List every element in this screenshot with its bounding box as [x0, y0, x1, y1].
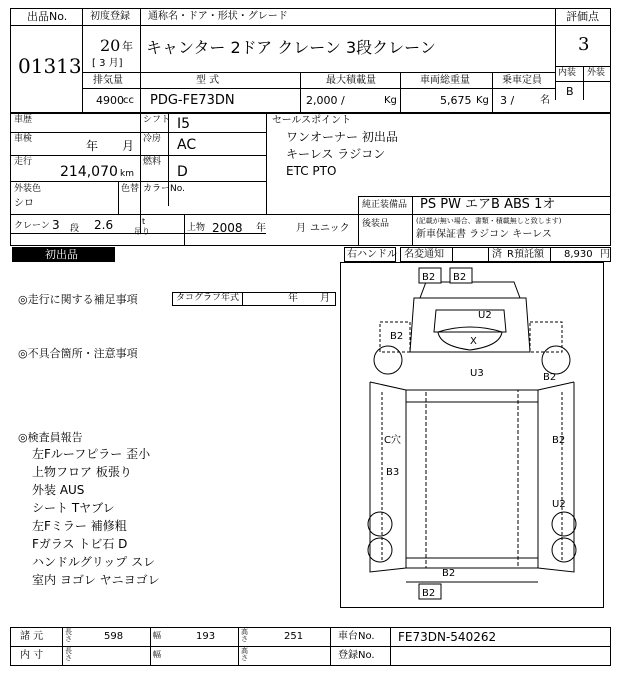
- length-value: 598: [104, 631, 124, 642]
- max-load-label: 最大積載量: [326, 75, 376, 86]
- gross-weight-value: 5,675: [440, 94, 472, 107]
- mileage-value: 214,070: [60, 164, 118, 180]
- capacity-label: 乗車定員: [502, 75, 542, 86]
- chassis-value: FE73DN-540262: [398, 630, 497, 644]
- recycle-label: R預託額: [507, 249, 544, 260]
- crane-installed-label: 上物: [187, 223, 206, 233]
- interior-grade: B: [566, 85, 574, 98]
- inspection-year-unit: 年: [86, 139, 99, 153]
- inner-dims-label: 内 寸: [20, 650, 44, 661]
- inspector-item: 上物フロア 板張り: [32, 465, 132, 479]
- vehicle-name-label: 通称名・ドア・形状・グレード: [148, 11, 288, 22]
- width-value: 193: [196, 631, 216, 642]
- crane-month-unit: 月: [296, 223, 306, 234]
- sales-point-label: セールスポイント: [272, 115, 352, 126]
- mileage-unit: km: [120, 169, 134, 179]
- damage-mark: B2: [453, 272, 467, 283]
- inspector-item: 左Fルーフピラー 歪小: [32, 447, 151, 461]
- mileage-label: 走行: [14, 157, 33, 167]
- dims-label: 諸 元: [20, 631, 44, 642]
- damage-mark: B3: [386, 467, 400, 478]
- sales-point-2: キーレス ラジコン: [286, 147, 386, 161]
- gross-weight-label: 車両総重量: [420, 75, 470, 86]
- aftermarket-note: (記載が無い場合、書類・積載無しと致します): [416, 217, 562, 225]
- interior-label: 内装: [558, 68, 577, 78]
- recycle-amount: 8,930: [564, 249, 593, 260]
- max-load-value: 2,000 /: [306, 94, 345, 107]
- inner-length-label: 長さ: [65, 647, 72, 662]
- damage-mark: B2: [422, 272, 436, 283]
- inspector-report-title: ◎検査員報告: [18, 431, 83, 444]
- reg-year: 20: [100, 36, 121, 55]
- aftermarket-label: 後装品: [362, 219, 390, 229]
- capacity-value: 3 /: [500, 94, 515, 107]
- defects-title: ◎不具合箇所・注意事項: [18, 347, 138, 360]
- recycle-prefix: 済: [492, 249, 502, 260]
- ac-value: AC: [177, 137, 197, 153]
- height-label: 高さ: [241, 628, 248, 643]
- damage-mark: B2: [552, 435, 566, 446]
- sales-point-1: ワンオーナー 初出品: [286, 130, 398, 144]
- lot-no-label: 出品No.: [27, 10, 68, 23]
- model-label: 型 式: [196, 75, 220, 86]
- factory-equip-value: PS PW エアB ABS 1オ: [420, 197, 556, 212]
- aftermarket-value: 新車保証書 ラジコン キーレス: [416, 229, 552, 240]
- crane-year: 2008: [212, 221, 243, 235]
- crane-stages-unit: 段: [70, 224, 80, 234]
- score-value: 3: [578, 34, 590, 55]
- sales-point-3: ETC PTO: [286, 164, 337, 178]
- lot-number: 01313: [18, 54, 82, 78]
- ac-label: 冷房: [143, 134, 162, 144]
- tacho-year-unit: 年: [288, 293, 298, 304]
- width-label: 幅: [153, 631, 161, 640]
- color-code-label: カラーNo.: [143, 184, 185, 194]
- capacity-unit: 名: [540, 95, 550, 106]
- score-label: 評価点: [566, 10, 599, 23]
- color-change-label: 色替: [121, 184, 140, 194]
- height-value: 251: [284, 631, 304, 642]
- tacho-month-unit: 月: [320, 293, 330, 304]
- inspector-item: シート Tヤブレ: [32, 501, 115, 515]
- inner-height-label: 高さ: [241, 647, 248, 662]
- fuel-value: D: [177, 164, 188, 180]
- shift-label: シフト: [143, 115, 171, 125]
- history-label: 車歴: [14, 115, 33, 125]
- ext-color-value: シロ: [14, 198, 34, 209]
- reg-month: [ 3 月]: [92, 58, 123, 69]
- damage-mark: B2: [442, 568, 456, 579]
- damage-mark: U2: [552, 499, 566, 510]
- damage-mark: U3: [470, 368, 484, 379]
- exterior-label: 外装: [587, 68, 606, 78]
- steering-value: 右ハンドル: [347, 249, 397, 260]
- fuel-label: 燃料: [143, 157, 162, 167]
- displacement-label: 排気量: [93, 75, 123, 86]
- inspector-item: 左Fミラー 補修粗: [32, 519, 127, 533]
- inspector-item: 外装 AUS: [32, 483, 85, 497]
- crane-label: クレーン: [14, 221, 50, 231]
- damage-mark: B2: [543, 372, 557, 383]
- chassis-label: 車台No.: [338, 631, 375, 642]
- name-change-label: 名変通知: [404, 249, 444, 260]
- damage-mark: U2: [478, 310, 492, 321]
- crane-capacity-unit-bottom: 吊り: [134, 227, 150, 236]
- shift-value: I5: [177, 116, 191, 132]
- inspection-month-unit: 月: [122, 139, 135, 153]
- model-value: PDG-FE73DN: [150, 93, 235, 108]
- max-load-unit: Kg: [384, 95, 397, 106]
- first-listing-text: 初出品: [45, 248, 78, 261]
- crane-capacity-unit-top: t: [142, 217, 146, 226]
- inspection-label: 車検: [14, 134, 33, 144]
- inner-width-label: 幅: [153, 650, 161, 659]
- displacement-value: 4900: [96, 94, 124, 107]
- inspector-item: 室内 ヨゴレ ヤニヨゴレ: [32, 573, 160, 587]
- factory-equip-label: 純正装備品: [362, 200, 408, 210]
- crane-capacity: 2.6: [94, 218, 114, 232]
- crane-maker: ユニック: [310, 223, 350, 234]
- first-reg-label: 初度登録: [90, 11, 130, 22]
- displacement-unit: cc: [123, 95, 134, 106]
- damage-mark: B2: [422, 588, 436, 599]
- recycle-unit: 円: [600, 249, 610, 260]
- driving-notes-title: ◎走行に関する補足事項: [18, 293, 138, 306]
- crane-year-unit: 年: [256, 223, 266, 234]
- length-label: 長さ: [65, 628, 72, 643]
- gross-weight-unit: Kg: [476, 95, 489, 106]
- inspector-item: ハンドルグリップ スレ: [32, 555, 156, 569]
- reg-no-label: 登録No.: [338, 650, 375, 661]
- reg-year-unit: 年: [122, 40, 133, 53]
- vehicle-damage-diagram: [340, 262, 604, 608]
- damage-mark: C穴: [384, 435, 401, 446]
- tacho-label: タコグラフ年式: [176, 293, 240, 303]
- vehicle-name: キャンター 2ドア クレーン 3段クレーン: [146, 38, 436, 57]
- ext-color-label: 外装色: [14, 184, 42, 194]
- damage-mark: X: [470, 336, 477, 347]
- damage-mark: B2: [390, 331, 404, 342]
- inspector-item: Fガラス トビ石 D: [32, 537, 128, 551]
- crane-stages: 3: [52, 218, 60, 232]
